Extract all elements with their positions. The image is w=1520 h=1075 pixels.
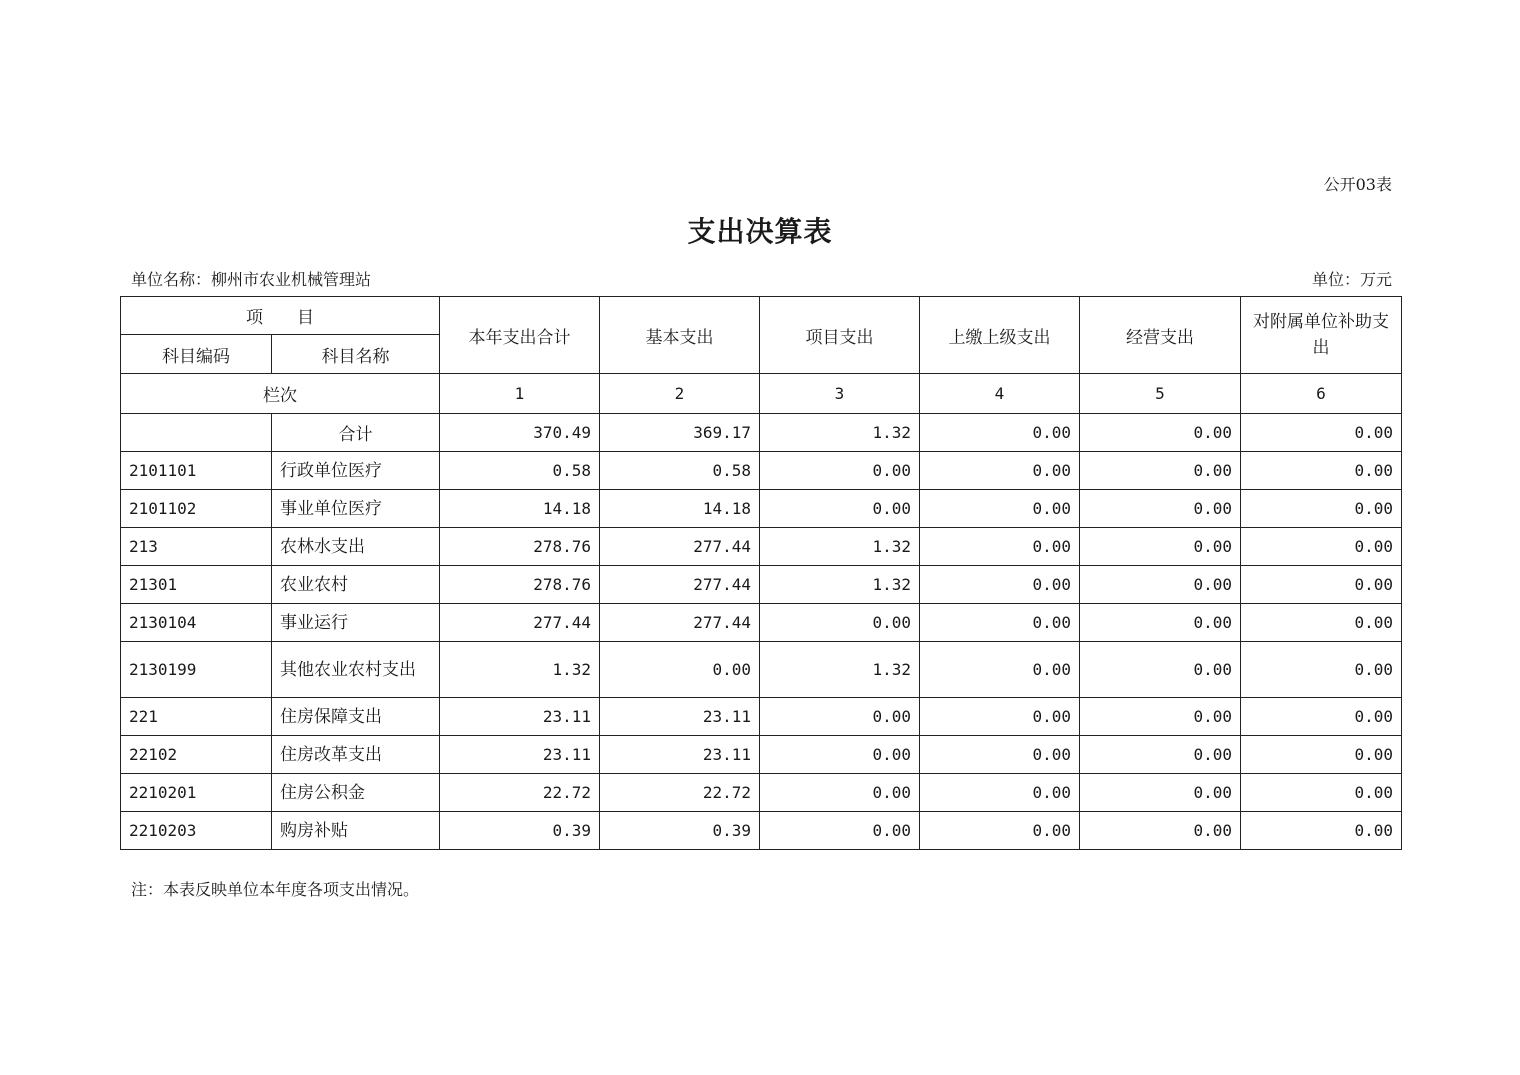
value-cell: 0.00 xyxy=(760,774,920,812)
subject-code: 2130199 xyxy=(121,642,272,698)
total-row xyxy=(121,414,1402,452)
value-cell: 0.00 xyxy=(920,642,1080,698)
index-label: 栏次 xyxy=(121,374,440,414)
value-cell: 0.39 xyxy=(600,812,760,850)
value-cell: 0.00 xyxy=(600,642,760,698)
value-cell: 0.00 xyxy=(1080,736,1241,774)
subject-code: 2210201 xyxy=(121,774,272,812)
value-cell: 277.44 xyxy=(600,528,760,566)
value-cell: 23.11 xyxy=(600,698,760,736)
value-cell: 278.76 xyxy=(440,566,600,604)
value-cell: 0.00 xyxy=(920,736,1080,774)
value-cell: 0.00 xyxy=(1080,698,1241,736)
unit-name: 单位名称：柳州市农业机械管理站 xyxy=(131,270,372,289)
value-cell: 0.00 xyxy=(760,490,920,528)
value-cell: 0.00 xyxy=(1080,642,1241,698)
expenditure-table xyxy=(120,296,1402,850)
value-cell: 23.11 xyxy=(440,698,600,736)
group-header: 项 目 xyxy=(121,297,440,335)
subject-name: 行政单位医疗 xyxy=(272,452,440,490)
value-cell: 0.00 xyxy=(1080,774,1241,812)
col-index: 2 xyxy=(600,374,760,414)
subject-name: 住房保障支出 xyxy=(272,698,440,736)
col-index: 3 xyxy=(760,374,920,414)
value-cell: 0.00 xyxy=(1241,414,1402,452)
subject-name: 住房改革支出 xyxy=(272,736,440,774)
table-row xyxy=(121,736,1402,774)
value-cell: 0.00 xyxy=(1241,490,1402,528)
col-header: 项目支出 xyxy=(760,297,920,374)
value-cell: 0.00 xyxy=(1080,812,1241,850)
value-cell: 14.18 xyxy=(440,490,600,528)
name-header: 科目名称 xyxy=(272,335,440,374)
value-cell: 277.44 xyxy=(600,604,760,642)
page-title: 支出决算表 xyxy=(687,215,833,248)
col-header: 经营支出 xyxy=(1080,297,1241,374)
value-cell: 0.00 xyxy=(760,698,920,736)
col-header: 对附属单位补助支出 xyxy=(1241,297,1402,374)
value-cell: 0.00 xyxy=(1241,604,1402,642)
table-row xyxy=(121,812,1402,850)
unit-measure: 单位：万元 xyxy=(1311,270,1392,289)
col-header: 上缴上级支出 xyxy=(920,297,1080,374)
col-index: 1 xyxy=(440,374,600,414)
code-header: 科目编码 xyxy=(121,335,272,374)
value-cell: 0.00 xyxy=(920,604,1080,642)
total-code-cell xyxy=(121,414,272,452)
subject-name: 事业单位医疗 xyxy=(272,490,440,528)
value-cell: 0.00 xyxy=(920,452,1080,490)
subject-name: 住房公积金 xyxy=(272,774,440,812)
value-cell: 0.00 xyxy=(920,566,1080,604)
subject-code: 221 xyxy=(121,698,272,736)
value-cell: 1.32 xyxy=(440,642,600,698)
value-cell: 0.58 xyxy=(440,452,600,490)
table-row xyxy=(121,774,1402,812)
value-cell: 0.00 xyxy=(1241,452,1402,490)
value-cell: 277.44 xyxy=(440,604,600,642)
value-cell: 0.00 xyxy=(920,812,1080,850)
col-header: 基本支出 xyxy=(600,297,760,374)
value-cell: 1.32 xyxy=(760,566,920,604)
value-cell: 0.00 xyxy=(760,604,920,642)
value-cell: 0.00 xyxy=(1241,566,1402,604)
value-cell: 22.72 xyxy=(600,774,760,812)
value-cell: 0.00 xyxy=(1241,736,1402,774)
value-cell: 0.58 xyxy=(600,452,760,490)
value-cell: 23.11 xyxy=(600,736,760,774)
value-cell: 278.76 xyxy=(440,528,600,566)
value-cell: 14.18 xyxy=(600,490,760,528)
value-cell: 0.00 xyxy=(1241,774,1402,812)
table-row xyxy=(121,698,1402,736)
table-row xyxy=(121,642,1402,698)
table-row xyxy=(121,452,1402,490)
value-cell: 0.00 xyxy=(1241,528,1402,566)
table-row xyxy=(121,604,1402,642)
value-cell: 0.00 xyxy=(760,812,920,850)
subject-code: 2101101 xyxy=(121,452,272,490)
value-cell: 0.00 xyxy=(1080,566,1241,604)
subject-code: 2101102 xyxy=(121,490,272,528)
value-cell: 1.32 xyxy=(760,642,920,698)
value-cell: 0.39 xyxy=(440,812,600,850)
value-cell: 0.00 xyxy=(920,414,1080,452)
subject-code: 21301 xyxy=(121,566,272,604)
value-cell: 370.49 xyxy=(440,414,600,452)
footnote: 注：本表反映单位本年度各项支出情况。 xyxy=(131,880,420,899)
col-header: 本年支出合计 xyxy=(440,297,600,374)
value-cell: 0.00 xyxy=(760,736,920,774)
col-index: 5 xyxy=(1080,374,1241,414)
table-row xyxy=(121,490,1402,528)
subject-name: 事业运行 xyxy=(272,604,440,642)
value-cell: 0.00 xyxy=(920,528,1080,566)
subject-name: 农林水支出 xyxy=(272,528,440,566)
value-cell: 0.00 xyxy=(1241,642,1402,698)
subject-name: 其他农业农村支出 xyxy=(272,642,440,698)
value-cell: 0.00 xyxy=(1080,414,1241,452)
value-cell: 1.32 xyxy=(760,414,920,452)
value-cell: 1.32 xyxy=(760,528,920,566)
value-cell: 369.17 xyxy=(600,414,760,452)
value-cell: 0.00 xyxy=(920,490,1080,528)
value-cell: 0.00 xyxy=(1080,452,1241,490)
subject-name: 购房补贴 xyxy=(272,812,440,850)
value-cell: 0.00 xyxy=(1241,698,1402,736)
total-label: 合计 xyxy=(272,414,440,452)
subject-code: 2210203 xyxy=(121,812,272,850)
col-index: 6 xyxy=(1241,374,1402,414)
value-cell: 0.00 xyxy=(920,774,1080,812)
value-cell: 0.00 xyxy=(920,698,1080,736)
subject-name: 农业农村 xyxy=(272,566,440,604)
value-cell: 0.00 xyxy=(1080,604,1241,642)
value-cell: 0.00 xyxy=(1080,490,1241,528)
col-index: 4 xyxy=(920,374,1080,414)
value-cell: 23.11 xyxy=(440,736,600,774)
table-row xyxy=(121,528,1402,566)
subject-code: 2130104 xyxy=(121,604,272,642)
value-cell: 277.44 xyxy=(600,566,760,604)
table-row xyxy=(121,566,1402,604)
value-cell: 0.00 xyxy=(760,452,920,490)
subject-code: 22102 xyxy=(121,736,272,774)
subject-code: 213 xyxy=(121,528,272,566)
value-cell: 0.00 xyxy=(1241,812,1402,850)
value-cell: 22.72 xyxy=(440,774,600,812)
form-number: 公开03表 xyxy=(1323,175,1392,194)
value-cell: 0.00 xyxy=(1080,528,1241,566)
